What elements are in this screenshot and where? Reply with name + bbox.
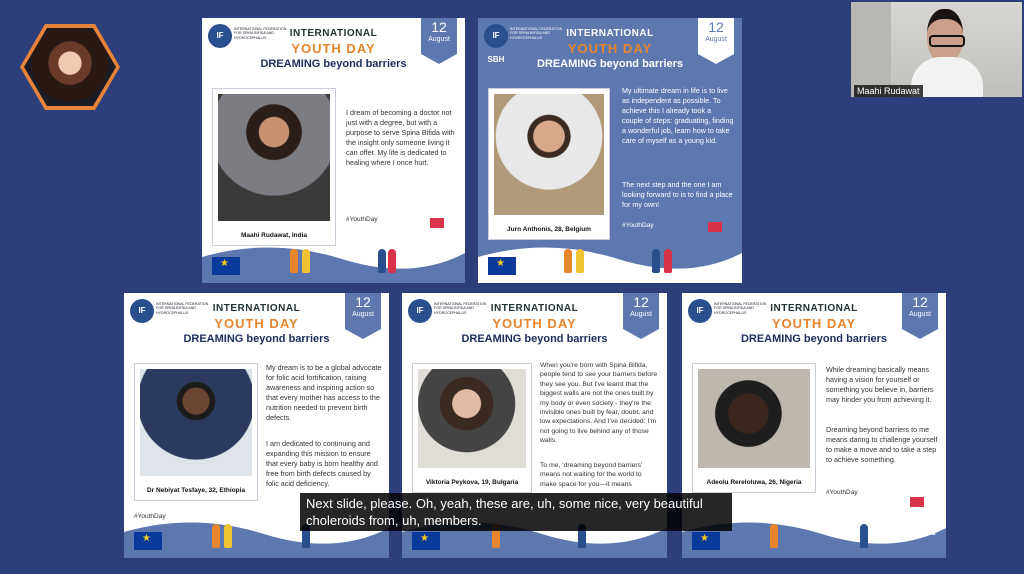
live-caption: Next slide, please. Oh, yeah, these are, uh, some nice, very beautiful choleroids from, uh, members. — [300, 493, 732, 531]
date-badge: 12 August — [345, 293, 381, 329]
figure-icon — [576, 249, 584, 273]
hashtag: #YouthDay — [622, 222, 654, 229]
org-name: INTERNATIONAL FEDERATION FOR SPINA BIFIDA AND HYDROCEPHALUS — [234, 27, 287, 40]
card-title: INTERNATIONAL — [289, 28, 378, 39]
eu-flag-icon — [412, 532, 440, 550]
speaker-avatar — [20, 24, 120, 110]
ifsbh-logo: IF SBH — [484, 24, 508, 48]
org-name: INTERNATIONAL FEDERATION FOR SPINA BIFIDA AND HYDROCEPHALUS — [434, 302, 487, 315]
portrait-frame — [134, 363, 258, 501]
portrait-photo — [140, 369, 252, 476]
card-title: INTERNATIONAL — [566, 28, 654, 39]
portrait-photo — [218, 94, 330, 221]
date-badge: 12 August — [902, 293, 938, 329]
kite-icon — [430, 218, 444, 228]
ifsbh-logo: IF SBH — [208, 24, 232, 48]
participant-name-label: Maahi Rudawat — [854, 85, 923, 97]
slide-card-1 — [202, 18, 465, 283]
org-name: INTERNATIONAL FEDERATION FOR SPINA BIFIDA AND HYDROCEPHALUS — [714, 302, 767, 315]
card-title-accent: YOUTH DAY — [214, 316, 299, 331]
hashtag: #YouthDay — [134, 513, 166, 520]
portrait-frame — [412, 363, 532, 493]
portrait-photo — [698, 369, 810, 468]
portrait-photo — [418, 369, 526, 468]
card-subtitle: DREAMING beyond barriers — [461, 333, 608, 345]
portrait-frame — [692, 363, 816, 493]
portrait-caption: Adeolu Rereloluwa, 26, Nigeria — [706, 479, 802, 486]
kite-icon — [708, 222, 722, 232]
quote-text: While dreaming basically means having a vision for yourself or something you believe in, barriers may hinder you from achieving it. — [826, 365, 934, 404]
ifsbh-logo: IF SBH — [130, 299, 154, 323]
ifsbh-logo: IF SBH — [688, 299, 712, 323]
quote-text: My dream is to be a global advocate for folic acid fortification, raising awareness and inspiring action so that every mother has access to the nutrition needed to prevent birth defects. — [266, 363, 382, 422]
figure-icon — [224, 524, 232, 548]
quote-text: To me, 'dreaming beyond barriers' means not waiting for the world to make space for you—it means — [540, 462, 643, 488]
card-title: INTERNATIONAL — [770, 303, 858, 314]
date-badge: 12 August — [623, 293, 659, 329]
hashtag: #YouthDay — [826, 489, 858, 496]
figure-icon — [652, 249, 660, 273]
card-subtitle: DREAMING beyond barriers — [183, 333, 330, 345]
figure-icon — [302, 249, 310, 273]
card-title: INTERNATIONAL — [212, 303, 301, 314]
portrait-frame — [212, 88, 336, 246]
portrait-caption: Dr Nebiyat Tesfaye, 32, Ethiopia — [146, 487, 246, 494]
figure-icon — [212, 524, 220, 548]
figure-icon — [564, 249, 572, 273]
figure-icon — [860, 524, 868, 548]
participant-video[interactable] — [851, 2, 1022, 97]
portrait-caption: Jurn Anthonis, 28, Belgium — [507, 226, 591, 233]
figure-icon — [770, 524, 778, 548]
eu-flag-icon — [134, 532, 162, 550]
card-title-accent: YOUTH DAY — [492, 316, 577, 331]
portrait-caption: Viktoria Peykova, 19, Bulgaria — [425, 479, 519, 486]
card-subtitle: DREAMING beyond barriers — [740, 333, 888, 345]
card-title-accent: YOUTH DAY — [291, 41, 376, 56]
portrait-photo — [494, 94, 604, 215]
eu-flag-icon — [692, 532, 720, 550]
eu-flag-icon — [212, 257, 240, 275]
quote-text: My ultimate dream in life is to live as independent as possible. To achieve this I already took a couple of steps: graduating, finding a wonderful job, learn how to take care of myself as a young kid. — [622, 86, 734, 145]
figure-icon — [388, 249, 396, 273]
wave-decoration — [478, 237, 742, 283]
org-name: INTERNATIONAL FEDERATION FOR SPINA BIFIDA AND HYDROCEPHALUS — [156, 302, 209, 315]
card-title: INTERNATIONAL — [490, 303, 579, 314]
date-badge: 12 August — [421, 18, 457, 54]
figure-icon — [290, 249, 298, 273]
kite-icon — [910, 497, 924, 507]
figure-icon — [378, 249, 386, 273]
slide-card-2 — [478, 18, 742, 283]
figure-icon — [664, 249, 672, 273]
card-title-accent: YOUTH DAY — [771, 316, 857, 331]
quote-text: When you're born with Spina Bifida, people tend to see your barriers before they see you. But I've learnt that the biggest walls are not the ones built by my body or even society - they're the invisible ones built by fear, doubt, and low expectations. And I've decided: I'm not going to live behind any of those walls. — [540, 362, 658, 445]
card-subtitle: DREAMING beyond barriers — [260, 58, 407, 70]
card-subtitle: DREAMING beyond barriers — [536, 58, 684, 70]
org-name: INTERNATIONAL FEDERATION FOR SPINA BIFIDA AND HYDROCEPHALUS — [510, 27, 563, 40]
quote-text: The next step and the one I am looking forward to is to find a place for my own! — [622, 180, 733, 209]
portrait-caption: Maahi Rudawat, India — [240, 232, 308, 239]
eu-flag-icon — [488, 257, 516, 275]
quote-text: Dreaming beyond barriers to me means daring to challenge yourself to make a move and to take a step to achieve something. — [826, 425, 938, 464]
portrait-frame — [488, 88, 610, 240]
card-title-accent: YOUTH DAY — [567, 41, 653, 56]
wave-decoration — [202, 237, 465, 283]
ifsbh-logo: IF SBH — [408, 299, 432, 323]
date-badge: 12 August — [698, 18, 734, 54]
quote-text: I dream of becoming a doctor not just with a degree, but with a purpose to serve Spina Bifida with the insight only someone living it can offer. My life is dedicated to healing where I once hurt. — [346, 108, 455, 167]
hashtag: #YouthDay — [346, 216, 378, 223]
quote-text: I am dedicated to continuing and expanding this mission to ensure that every baby is born healthy and free from birth defects caused by folic acid deficiency. — [266, 439, 378, 488]
zoom-watermark: zoom — [874, 514, 937, 541]
